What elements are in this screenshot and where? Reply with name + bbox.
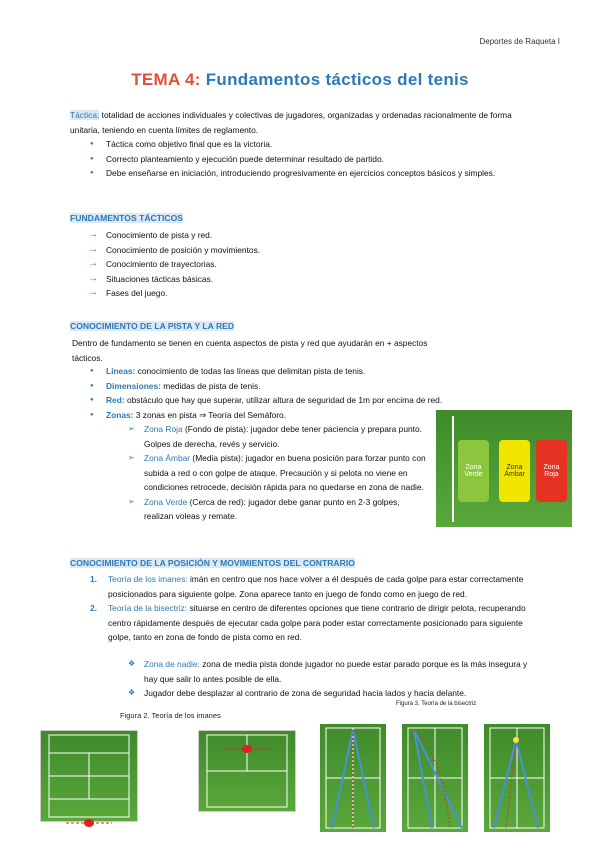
zona-ambar-block: Zona Ámbar [499,440,530,502]
list-item: ● Debe enseñarse en iniciación, introduciendo progresivamente en ejercicios conceptos básicos y simples. [88,166,528,181]
net-line [452,416,454,522]
list-item: ❖ Zona de nadie: zona de media pista donde jugador no puede estar parado porque es la más insegura y hay que salir lo antes posible de ella. [128,657,528,686]
tactica-term: Táctica: [70,110,100,120]
imanes-court-2 [198,730,296,812]
zones-list [128,422,428,524]
list-item: ● Dimensiones: medidas de pista de tenis. [88,379,538,394]
court-lines [402,724,468,832]
list-item: → Situaciones tácticas básicas. [88,272,488,287]
bisectriz-court-2 [402,724,468,832]
fundamentos-list [88,228,488,301]
list-item: 2. Teoría de la bisectriz: situarse en centro de diferentes opciones que tiene contrario de dirigir pelota, recuperando centro rápidamente después de ejecutar cada golpe para poder estar correctamente posicionado para siguiente golpe, tanto en zona de fondo de pista como en red. [90,603,526,642]
posicion-list [90,572,540,645]
section-heading-posicion: CONOCIMIENTO DE LA POSICIÓN Y MOVIMIENTOS DEL CONTRARIO [70,558,355,568]
list-item: ● Correcto planteamiento y ejecución puede determinar resultado de partido. [88,152,528,167]
court-lines [41,731,137,821]
section-heading-fundamentos: FUNDAMENTOS TÁCTICOS [70,213,183,223]
imanes-court-1 [40,730,138,822]
court-lines [484,724,550,832]
list-item: → Conocimiento de posición y movimientos. [88,243,488,258]
tactica-bullets [88,137,528,181]
figure-2-caption: Figura 2. Teoría de los imanes [120,711,221,720]
tactica-definition [70,108,538,137]
list-item: ➢ Zona Ámbar (Media pista): jugador en buena posición para forzar punto con subida a red o con golpe de ataque. Precaución y si pelota no viene en condiciones retrocede, decisión rápida para no quedarse en zona de nadie. [128,451,428,495]
bisectriz-court-1 [320,724,386,832]
page-header: Deportes de Raqueta I [479,37,560,46]
zona-verde-block: Zona Verde [458,440,489,502]
zona-roja-block: Zona Roja [536,440,567,502]
court-lines [199,731,295,811]
list-item: ❖ Jugador debe desplazar al contrario de zona de seguridad hacia lados y hacia delante. [128,686,528,701]
tactica-text: totalidad de acciones individuales y colectivas de jugadores, organizadas y ordenadas racionalmente de forma unitaria, teniendo en cuenta límites de reglamento. [70,110,512,135]
title-text: Fundamentos tácticos del tenis [205,70,469,89]
page-title [0,70,600,90]
section-heading-pista: CONOCIMIENTO DE LA PISTA Y LA RED [70,321,235,331]
list-item: 1. Teoría de los imanes: imán en centro que nos hace volver a él después de cada golpe para estar correctamente posicionados para siguiente golpe. Zona aparece tanto en juego de fondo como en juego de red. [90,574,524,599]
list-item: ● Zonas: 3 zonas en pista ⇒ Teoría del Semáforo. [88,408,538,423]
list-item: → Conocimiento de pista y red. [88,228,488,243]
semaforo-diagram [436,410,572,527]
list-item: ● Líneas: conocimiento de todas las líneas que delimitan pista de tenis. [88,364,538,379]
list-item: ➢ Zona Roja (Fondo de pista): jugador debe tener paciencia y prepara punto. Golpes de derecha, revés y servicio. [128,422,428,451]
posicion-sublist [128,657,528,701]
title-prefix: TEMA 4: [131,70,201,89]
list-item: ● Táctica como objetivo final que es la victoria. [88,137,528,152]
list-item: → Fases del juego. [88,286,488,301]
list-item: ● Red: obstáculo que hay que superar, utilizar altura de seguridad de 1m por encima de red. [88,393,538,408]
bisectriz-court-3 [484,724,550,832]
pista-intro: Dentro de fundamento se tienen en cuenta aspectos de pista y red que ayudarán en + aspectos tácticos. [72,338,428,363]
court-lines [320,724,386,832]
imanes-magnet-1 [64,815,114,825]
figure-3-caption: Figura 3. Teoría de la bisectriz [396,701,477,707]
list-item: ➢ Zona Verde (Cerca de red): jugador debe ganar punto en 2-3 golpes, realizan voleas y remate. [128,495,428,524]
list-item: → Conocimiento de trayectorias. [88,257,488,272]
